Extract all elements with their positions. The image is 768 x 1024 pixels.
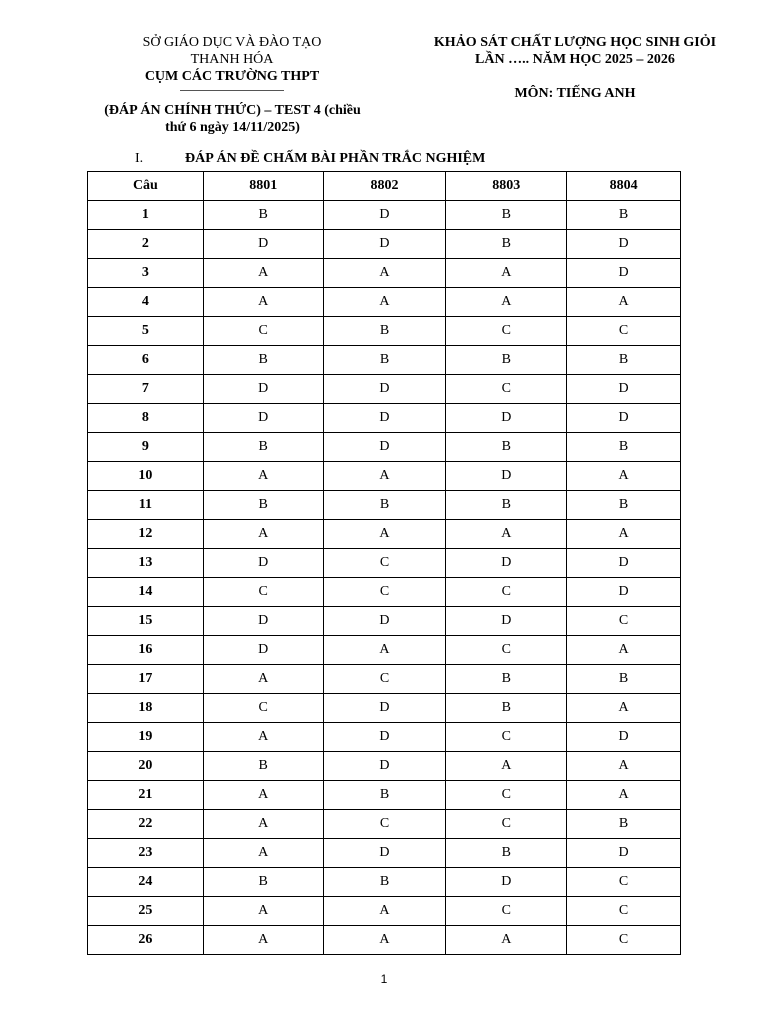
answer-cell: D (567, 578, 681, 607)
question-number-cell: 13 (88, 549, 204, 578)
question-number-cell: 7 (88, 375, 204, 404)
answer-cell: C (446, 810, 567, 839)
answer-cell: B (203, 868, 323, 897)
answer-cell: D (323, 375, 446, 404)
answer-cell: C (323, 665, 446, 694)
answer-cell: A (203, 665, 323, 694)
table-header-row (88, 172, 681, 201)
column-header: 8802 (323, 172, 446, 201)
answer-cell: D (567, 839, 681, 868)
answer-cell: D (567, 723, 681, 752)
answer-cell: B (203, 433, 323, 462)
answer-cell: A (446, 259, 567, 288)
table-row (88, 317, 681, 346)
column-header: 8801 (203, 172, 323, 201)
table-row (88, 665, 681, 694)
answer-cell: B (446, 201, 567, 230)
answer-cell: D (323, 607, 446, 636)
answer-cell: C (567, 317, 681, 346)
answer-cell: D (446, 462, 567, 491)
table-row (88, 433, 681, 462)
answer-cell: D (446, 868, 567, 897)
answer-cell: C (203, 694, 323, 723)
answer-cell: D (323, 230, 446, 259)
answer-cell: A (203, 926, 323, 955)
question-number-cell: 12 (88, 520, 204, 549)
answer-cell: A (446, 926, 567, 955)
answer-cell: B (567, 433, 681, 462)
table-body (88, 201, 681, 955)
table-row (88, 549, 681, 578)
question-number-cell: 23 (88, 839, 204, 868)
table-row (88, 810, 681, 839)
table-row (88, 926, 681, 955)
answer-cell: C (323, 578, 446, 607)
answer-cell: D (323, 694, 446, 723)
answer-cell: A (323, 462, 446, 491)
question-number-cell: 1 (88, 201, 204, 230)
table-row (88, 346, 681, 375)
table-row (88, 259, 681, 288)
answer-cell: B (446, 839, 567, 868)
header-divider (180, 90, 284, 91)
answer-cell: B (203, 752, 323, 781)
answer-cell: C (446, 723, 567, 752)
answer-cell: A (323, 926, 446, 955)
question-number-cell: 22 (88, 810, 204, 839)
answer-cell: A (446, 752, 567, 781)
answer-key-note (80, 102, 385, 136)
question-number-cell: 24 (88, 868, 204, 897)
answer-cell: A (203, 839, 323, 868)
header-left (120, 34, 344, 91)
answer-cell: D (323, 433, 446, 462)
column-header: 8804 (567, 172, 681, 201)
table-row (88, 230, 681, 259)
table-row (88, 781, 681, 810)
question-number-cell: 8 (88, 404, 204, 433)
answer-cell: D (323, 404, 446, 433)
answer-cell: B (323, 346, 446, 375)
section-title: ĐÁP ÁN ĐỀ CHẤM BÀI PHẦN TRẮC NGHIỆM (185, 151, 486, 166)
column-header: 8803 (446, 172, 567, 201)
table-row (88, 462, 681, 491)
answer-cell: A (567, 462, 681, 491)
question-number-cell: 11 (88, 491, 204, 520)
answer-cell: B (323, 317, 446, 346)
question-number-cell: 17 (88, 665, 204, 694)
exam-subject: MÔN: TIẾNG ANH (514, 86, 636, 101)
answer-cell: B (567, 665, 681, 694)
answer-cell: A (203, 259, 323, 288)
answer-cell: A (203, 462, 323, 491)
answer-cell: A (567, 694, 681, 723)
answer-cell: B (446, 491, 567, 520)
province-name: THANH HÓA (190, 52, 274, 67)
note-line-1: (ĐÁP ÁN CHÍNH THỨC) – TEST 4 (chiều (104, 103, 361, 118)
table-row (88, 578, 681, 607)
answer-cell: A (567, 520, 681, 549)
answer-cell: A (323, 520, 446, 549)
question-number-cell: 9 (88, 433, 204, 462)
answer-cell: B (446, 433, 567, 462)
answer-cell: C (567, 868, 681, 897)
answer-cell: B (203, 346, 323, 375)
question-number-cell: 26 (88, 926, 204, 955)
answer-cell: C (567, 607, 681, 636)
header-right (410, 34, 740, 102)
answer-cell: C (567, 926, 681, 955)
question-number-cell: 4 (88, 288, 204, 317)
answer-cell: C (446, 636, 567, 665)
answer-cell: A (203, 897, 323, 926)
question-number-cell: 14 (88, 578, 204, 607)
answer-cell: B (323, 868, 446, 897)
table-row (88, 636, 681, 665)
answer-cell: D (203, 549, 323, 578)
answer-cell: D (323, 201, 446, 230)
answer-cell: A (323, 288, 446, 317)
answer-cell: C (446, 781, 567, 810)
section-number: I. (135, 151, 144, 166)
section-heading (135, 151, 485, 167)
answer-cell: A (203, 781, 323, 810)
table-row (88, 607, 681, 636)
answer-cell: A (203, 288, 323, 317)
answer-cell: A (323, 636, 446, 665)
answer-cell: B (567, 346, 681, 375)
column-header: Câu (88, 172, 204, 201)
answer-cell: B (567, 491, 681, 520)
school-cluster-name: CỤM CÁC TRƯỜNG THPT (144, 69, 320, 84)
answer-cell: C (323, 810, 446, 839)
answer-cell: A (446, 520, 567, 549)
answer-cell: B (203, 201, 323, 230)
answer-cell: A (567, 781, 681, 810)
question-number-cell: 15 (88, 607, 204, 636)
answer-cell: D (203, 404, 323, 433)
answer-cell: D (203, 375, 323, 404)
table-row (88, 723, 681, 752)
page-number: 1 (380, 972, 388, 986)
answer-cell: B (323, 491, 446, 520)
answer-cell: B (567, 201, 681, 230)
table-row (88, 752, 681, 781)
answer-cell: C (446, 317, 567, 346)
answer-cell: C (203, 317, 323, 346)
answer-cell: D (567, 230, 681, 259)
question-number-cell: 5 (88, 317, 204, 346)
table-row (88, 201, 681, 230)
question-number-cell: 25 (88, 897, 204, 926)
exam-session: LẦN ….. NĂM HỌC 2025 – 2026 (475, 52, 675, 67)
answer-cell: D (323, 752, 446, 781)
question-number-cell: 20 (88, 752, 204, 781)
table-row (88, 694, 681, 723)
question-number-cell: 18 (88, 694, 204, 723)
answer-cell: B (567, 810, 681, 839)
answer-cell: D (446, 607, 567, 636)
answer-cell: A (203, 520, 323, 549)
answer-cell: C (203, 578, 323, 607)
answer-cell: D (203, 607, 323, 636)
question-number-cell: 3 (88, 259, 204, 288)
answer-cell: C (446, 375, 567, 404)
answer-cell: B (323, 781, 446, 810)
question-number-cell: 2 (88, 230, 204, 259)
answer-cell: A (323, 897, 446, 926)
answer-cell: B (446, 346, 567, 375)
question-number-cell: 6 (88, 346, 204, 375)
answer-cell: D (446, 549, 567, 578)
answer-cell: D (203, 230, 323, 259)
answer-cell: C (446, 897, 567, 926)
answer-cell: A (203, 723, 323, 752)
answer-cell: D (567, 549, 681, 578)
answer-cell: D (203, 636, 323, 665)
answer-cell: A (567, 752, 681, 781)
table-row (88, 491, 681, 520)
question-number-cell: 10 (88, 462, 204, 491)
table-row (88, 897, 681, 926)
answer-cell: D (323, 839, 446, 868)
answer-cell: B (446, 230, 567, 259)
exam-title: KHẢO SÁT CHẤT LƯỢNG HỌC SINH GIỎI (433, 35, 717, 50)
answer-cell: C (446, 578, 567, 607)
answer-cell: D (567, 375, 681, 404)
answer-cell: A (567, 636, 681, 665)
table-row (88, 839, 681, 868)
table-row (88, 288, 681, 317)
answer-cell: C (567, 897, 681, 926)
answer-cell: A (567, 288, 681, 317)
question-number-cell: 19 (88, 723, 204, 752)
answer-cell: A (203, 810, 323, 839)
answer-cell: A (446, 288, 567, 317)
table-row (88, 404, 681, 433)
answer-cell: A (323, 259, 446, 288)
answer-cell: C (323, 549, 446, 578)
table-row (88, 868, 681, 897)
answer-cell: D (446, 404, 567, 433)
answer-cell: D (567, 404, 681, 433)
table-row (88, 520, 681, 549)
answer-key-table (87, 171, 681, 955)
answer-cell: D (323, 723, 446, 752)
answer-cell: D (567, 259, 681, 288)
question-number-cell: 16 (88, 636, 204, 665)
question-number-cell: 21 (88, 781, 204, 810)
table-row (88, 375, 681, 404)
answer-cell: B (446, 694, 567, 723)
note-line-2: thứ 6 ngày 14/11/2025) (165, 120, 300, 135)
answer-cell: B (446, 665, 567, 694)
department-name: SỞ GIÁO DỤC VÀ ĐÀO TẠO (142, 35, 322, 50)
answer-cell: B (203, 491, 323, 520)
